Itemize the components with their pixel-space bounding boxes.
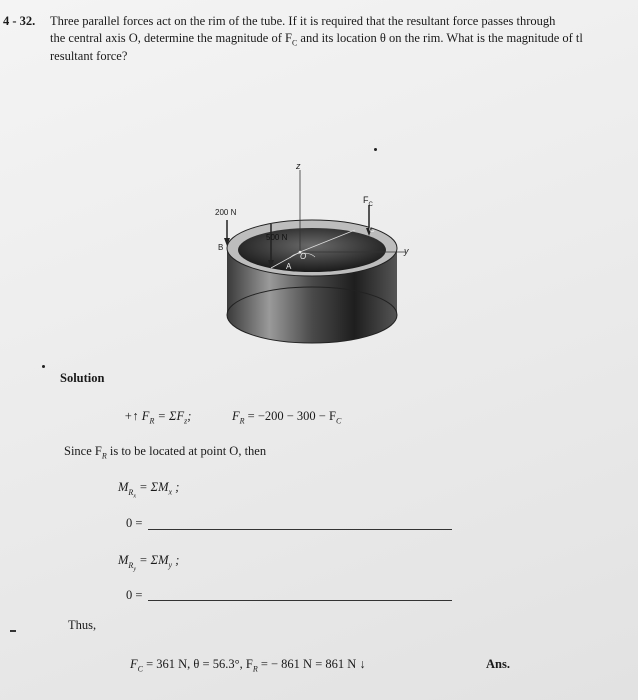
point-a-label: A <box>286 262 292 271</box>
axis-z-label: z <box>296 161 301 171</box>
since-statement: Since $F_R$ is to be located at point O, then <box>64 444 267 461</box>
eq-moment-y: $M_{R_y} = \Sigma M_y$ ; <box>118 553 180 573</box>
answer-blank-2[interactable] <box>148 600 452 601</box>
point-o-label: O <box>300 252 307 261</box>
solution-heading: Solution <box>60 371 105 385</box>
point-b-label: B <box>218 243 224 252</box>
thus-label: Thus, <box>68 618 97 632</box>
eq-moment-x: $M_{R_x} = \Sigma M_x$ ; <box>118 480 180 500</box>
stray-mark <box>10 630 16 632</box>
axis-y-label: y <box>404 246 409 256</box>
stray-dot <box>374 148 377 151</box>
final-result: $F_C = 361$ N, θ = 56.3°, $F_R$ = − 861 N = 861 N ↓ <box>130 657 366 674</box>
problem-number: 4 - 32. <box>3 14 36 28</box>
stray-dot <box>42 365 45 368</box>
eq-sum-forces-left: +↑ $F_R = \Sigma F_z$; <box>124 409 192 426</box>
problem-line-3: resultant force? <box>50 49 128 63</box>
problem-line-1: Three parallel forces act on the rim of the tube. If it is required that the resultant force passes through <box>50 14 556 28</box>
eq-sum-forces-right: $F_R = -200 - 300 - F_C$ <box>232 409 342 426</box>
point-c-label: C <box>369 225 375 234</box>
ans-label: Ans. <box>486 657 510 671</box>
tube-figure <box>205 160 420 365</box>
force-fc-label: $F_C$ <box>363 195 373 208</box>
force-200-label: 200 N <box>215 208 237 217</box>
zero-eq-2-label: 0 = <box>126 588 143 602</box>
zero-eq-1-label: 0 = <box>126 516 143 530</box>
force-500-label: 500 N <box>266 233 288 242</box>
problem-line-2: the central axis O, determine the magnitude of $F_C$ and its location θ on the rim. What is the magnitude of tl <box>50 31 583 48</box>
answer-blank-1[interactable] <box>148 529 452 530</box>
